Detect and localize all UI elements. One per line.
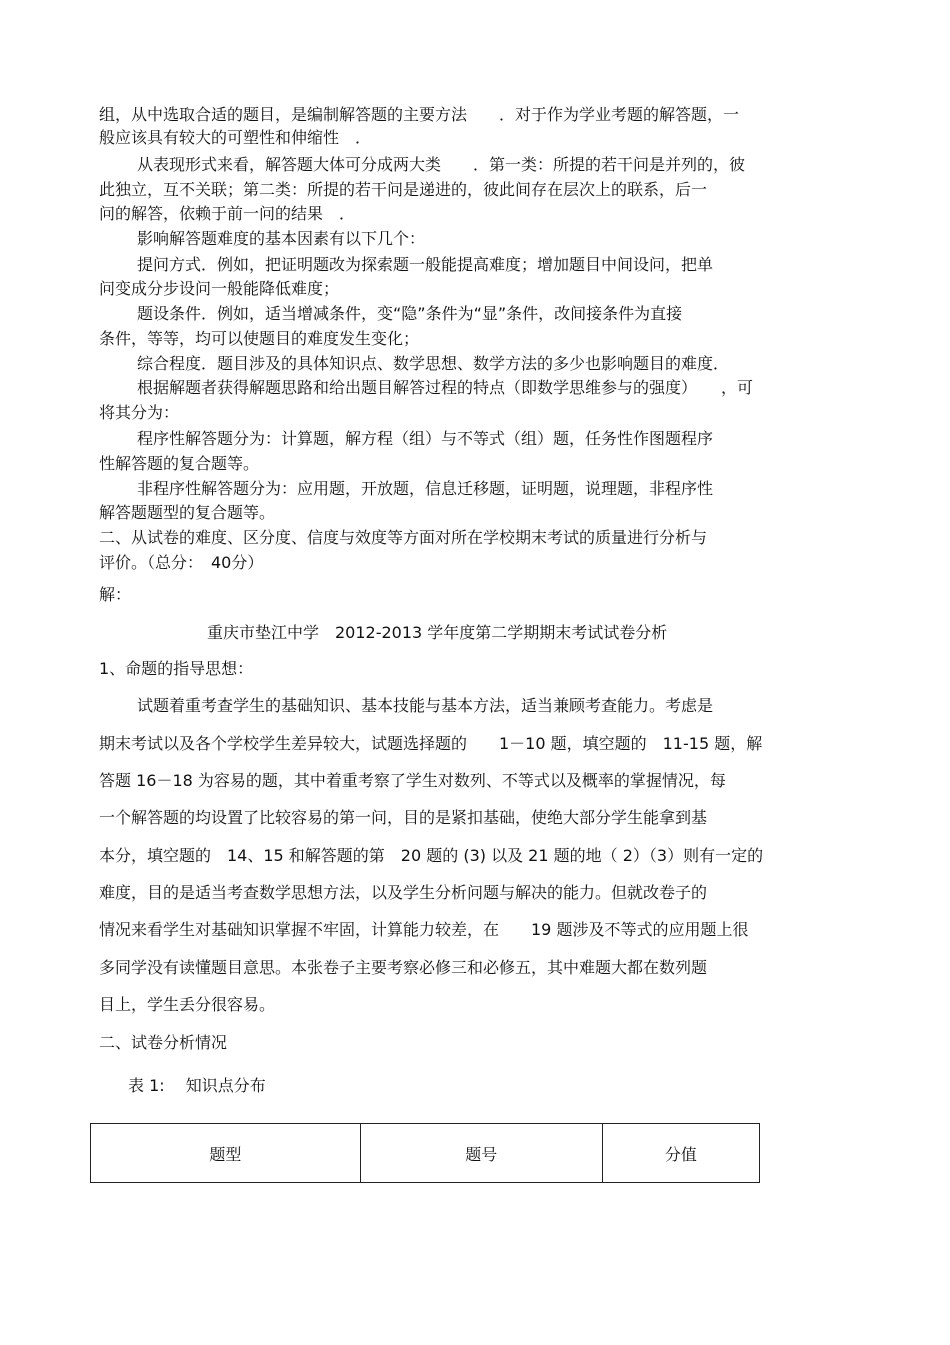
section-heading: 1、命题的指导思想： <box>99 659 254 678</box>
text-line: 难度，目的是适当考查数学思想方法，以及学生分析问题与解决的能力。但就改卷子的 <box>99 883 708 902</box>
text-line: 般应该具有较大的可塑性和伸缩性 ． <box>99 128 372 147</box>
text-line: 评价。（总分： 40分） <box>99 553 264 572</box>
table <box>90 1123 760 1183</box>
knowledge-table <box>90 1123 760 1183</box>
text-line: 将其分为： <box>99 403 180 422</box>
text-line: 期末考试以及各个学校学生差异较大，试题选择题的 1－10 题，填空题的 11-15 题，解 <box>99 734 763 753</box>
table-header-cell: 题号 <box>360 1124 602 1183</box>
text-line: 从表现形式来看，解答题大体可分成两大类 ．第一类：所提的若干问是并列的，彼 <box>137 155 746 174</box>
text-line: 综合程度．题目涉及的具体知识点、数学思想、数学方法的多少也影响题目的难度． <box>137 354 730 373</box>
text-line: 程序性解答题分为：计算题，解方程（组）与不等式（组）题，任务性作图题程序 <box>137 429 714 448</box>
report-title: 重庆市垫江中学 2012-2013 学年度第二学期期末考试试卷分析 <box>207 623 668 642</box>
answer-label: 解： <box>99 585 132 604</box>
text-line: 性解答题的复合题等。 <box>99 454 260 473</box>
table-header-row <box>91 1124 760 1183</box>
text-line: 多同学没有读懂题目意思。本张卷子主要考察必修三和必修五，其中难题大都在数列题 <box>99 958 708 977</box>
table-header-cell: 分值 <box>602 1124 759 1183</box>
question-heading: 二、从试卷的难度、区分度、信度与效度等方面对所在学校期末考试的质量进行分析与 <box>99 528 708 547</box>
text-line: 非程序性解答题分为：应用题，开放题，信息迁移题，证明题，说理题，非程序性 <box>137 479 714 498</box>
text-line: 题设条件．例如，适当增减条件，变“隐”条件为“显”条件，改间接条件为直接 <box>137 304 683 323</box>
text-line: 情况来看学生对基础知识掌握不牢固，计算能力较差，在 19 题涉及不等式的应用题上很 <box>99 920 749 939</box>
text-line: 试题着重考查学生的基础知识、基本技能与基本方法，适当兼顾考查能力。考虑是 <box>137 696 714 715</box>
table-caption: 表 1: 知识点分布 <box>128 1076 266 1095</box>
text-line: 条件，等等，均可以使题目的难度发生变化； <box>99 329 420 348</box>
text-line: 影响解答题难度的基本因素有以下几个： <box>137 229 426 248</box>
text-line: 组，从中选取合适的题目，是编制解答题的主要方法 ．对于作为学业考题的解答题，一 <box>99 105 740 124</box>
text-line: 问变成分步设问一般能降低难度； <box>99 279 340 298</box>
text-line: 本分，填空题的 14、15 和解答题的第 20 题的 (3) 以及 21 题的地（ 2）（3）则有一定的 <box>99 846 764 865</box>
text-line: 一个解答题的均设置了比较容易的第一问，目的是紧扣基础，使绝大部分学生能拿到基 <box>99 808 708 827</box>
text-line: 问的解答，依赖于前一问的结果 ． <box>99 204 356 223</box>
text-line: 解答题题型的复合题等。 <box>99 503 276 522</box>
text-line: 答题 16－18 为容易的题，其中着重考察了学生对数列、不等式以及概率的掌握情况，每 <box>99 771 726 790</box>
text-line: 根据解题者获得解题思路和给出题目解答过程的特点（即数学思维参与的强度） ，可 <box>137 378 754 397</box>
text-line: 提问方式．例如，把证明题改为探索题一般能提高难度；增加题目中间设问，把单 <box>137 255 714 274</box>
section-heading: 二、试卷分析情况 <box>99 1033 228 1052</box>
text-line: 目上，学生丢分很容易。 <box>99 995 276 1014</box>
text-line: 此独立，互不关联；第二类：所提的若干问是递进的，彼此间存在层次上的联系，后一 <box>99 180 708 199</box>
table-header-cell: 题型 <box>91 1124 361 1183</box>
